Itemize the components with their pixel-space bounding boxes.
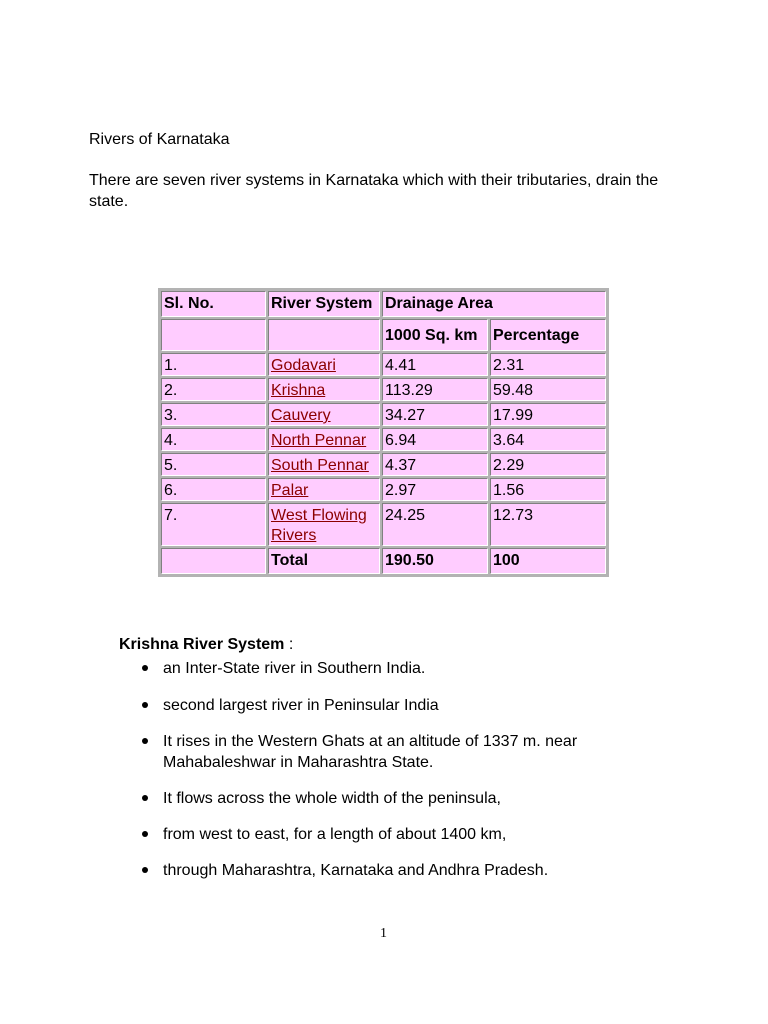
section-title bbox=[119, 636, 293, 654]
row-number: 4. bbox=[161, 428, 266, 451]
river-link-north-pennar[interactable]: North Pennar bbox=[268, 428, 380, 451]
list-item bbox=[140, 658, 660, 679]
krishna-facts-list bbox=[140, 658, 660, 881]
total-percentage: 100 bbox=[490, 548, 606, 574]
river-link-west-flowing-rivers[interactable]: West Flowing Rivers bbox=[268, 503, 380, 546]
list-item-text: second largest river in Peninsular India bbox=[163, 697, 439, 714]
header-drainage-area: Drainage Area bbox=[382, 291, 606, 317]
header-river-system: River System bbox=[268, 291, 380, 317]
header-empty-cell bbox=[268, 319, 380, 351]
area-value: 24.25 bbox=[382, 503, 488, 546]
area-value: 2.97 bbox=[382, 478, 488, 501]
area-value: 6.94 bbox=[382, 428, 488, 451]
river-systems-table bbox=[158, 288, 609, 577]
list-item bbox=[140, 788, 660, 809]
percentage-value: 2.29 bbox=[490, 453, 606, 476]
list-item bbox=[140, 695, 660, 716]
row-number: 1. bbox=[161, 353, 266, 376]
percentage-value: 1.56 bbox=[490, 478, 606, 501]
river-link-south-pennar[interactable]: South Pennar bbox=[268, 453, 380, 476]
total-empty-cell bbox=[161, 548, 266, 574]
percentage-value: 17.99 bbox=[490, 403, 606, 426]
page-heading: Rivers of Karnataka bbox=[89, 131, 230, 148]
section-title-suffix: : bbox=[284, 636, 294, 653]
percentage-value: 2.31 bbox=[490, 353, 606, 376]
row-number: 7. bbox=[161, 503, 266, 546]
list-item bbox=[140, 824, 660, 845]
percentage-value: 59.48 bbox=[490, 378, 606, 401]
list-item-text: an Inter-State river in Southern India. bbox=[163, 660, 426, 677]
header-sq-km: 1000 Sq. km bbox=[382, 319, 488, 351]
list-item-text: It flows across the whole width of the peninsula, bbox=[163, 790, 501, 807]
river-link-palar[interactable]: Palar bbox=[268, 478, 380, 501]
page-number: 1 bbox=[380, 926, 387, 941]
area-value: 34.27 bbox=[382, 403, 488, 426]
percentage-value: 12.73 bbox=[490, 503, 606, 546]
area-value: 113.29 bbox=[382, 378, 488, 401]
list-item-text: It rises in the Western Ghats at an altitude of 1337 m. near Mahabaleshwar in Maharashtra State. bbox=[163, 733, 578, 771]
row-number: 6. bbox=[161, 478, 266, 501]
header-sl-no: Sl. No. bbox=[161, 291, 266, 317]
river-link-cauvery[interactable]: Cauvery bbox=[268, 403, 380, 426]
row-number: 2. bbox=[161, 378, 266, 401]
list-item-text: through Maharashtra, Karnataka and Andhra Pradesh. bbox=[163, 862, 549, 879]
bullet-icon bbox=[142, 831, 148, 837]
row-number: 3. bbox=[161, 403, 266, 426]
area-value: 4.37 bbox=[382, 453, 488, 476]
percentage-value: 3.64 bbox=[490, 428, 606, 451]
header-percentage: Percentage bbox=[490, 319, 606, 351]
intro-paragraph: There are seven river systems in Karnataka which with their tributaries, drain the state. bbox=[89, 172, 659, 210]
bullet-icon bbox=[142, 738, 148, 744]
total-area: 190.50 bbox=[382, 548, 488, 574]
list-item bbox=[140, 731, 660, 773]
bullet-icon bbox=[142, 702, 148, 708]
bullet-icon bbox=[142, 867, 148, 873]
total-label: Total bbox=[268, 548, 380, 574]
river-link-krishna[interactable]: Krishna bbox=[268, 378, 380, 401]
list-item-text: from west to east, for a length of about 1400 km, bbox=[163, 826, 507, 843]
row-number: 5. bbox=[161, 453, 266, 476]
section-title-text: Krishna River System bbox=[119, 636, 285, 653]
river-link-godavari[interactable]: Godavari bbox=[268, 353, 380, 376]
header-empty-cell bbox=[161, 319, 266, 351]
bullet-icon bbox=[142, 665, 148, 671]
area-value: 4.41 bbox=[382, 353, 488, 376]
list-item bbox=[140, 860, 660, 881]
bullet-icon bbox=[142, 795, 148, 801]
